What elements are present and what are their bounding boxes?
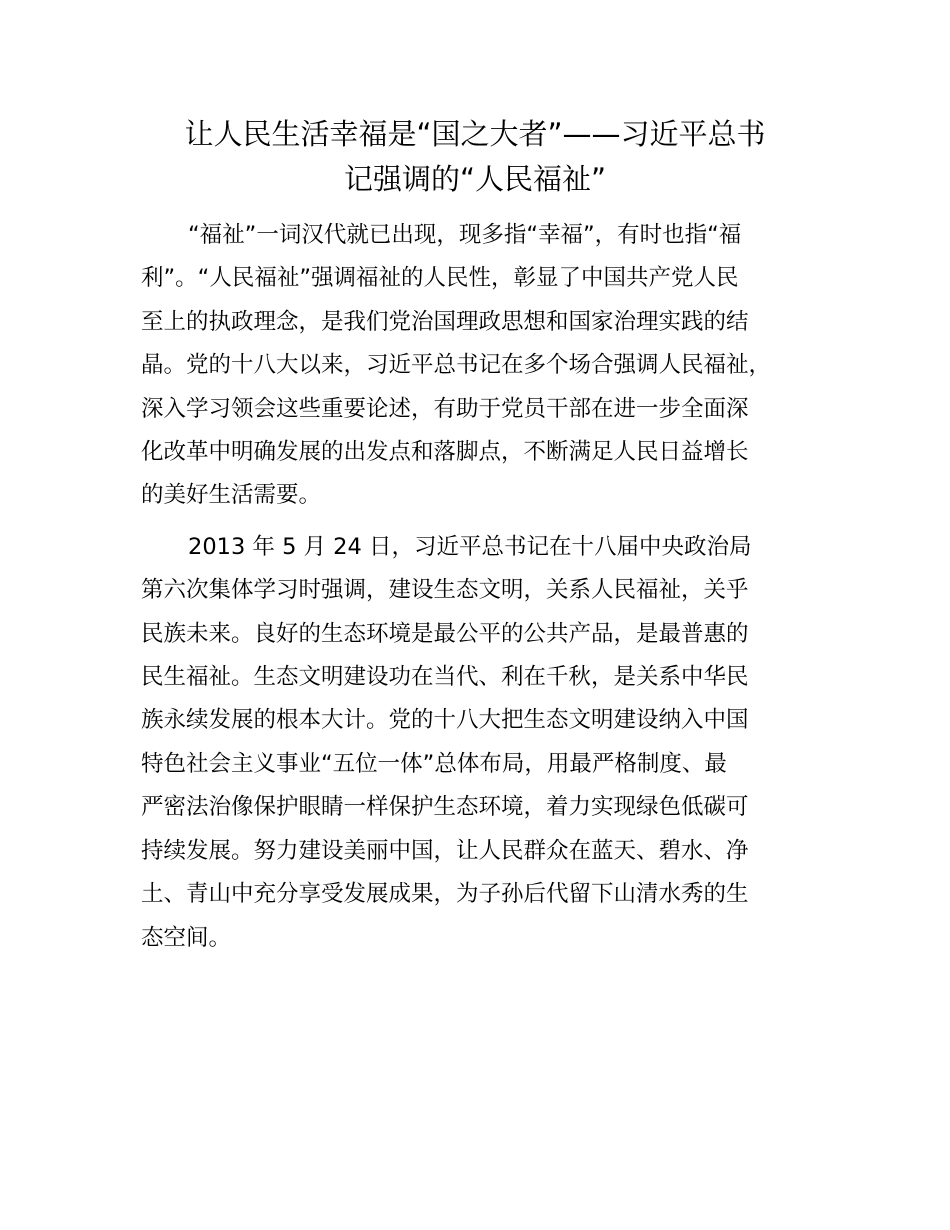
paragraph-line: 土、青山中充分享受发展成果，为子孙后代留下山清水秀的生 xyxy=(141,881,749,908)
document-title xyxy=(140,112,810,202)
document-body xyxy=(141,214,836,968)
paragraph-line: 深入学习领会这些重要论述，有助于党员干部在进一步全面深 xyxy=(141,395,749,422)
paragraph-line: 态空间。 xyxy=(141,924,232,951)
paragraph-line: 第六次集体学习时强调，建设生态文明，关系人民福祉，关乎 xyxy=(141,577,749,604)
paragraph-line: 至上的执政理念，是我们党治国理政思想和国家治理实践的结 xyxy=(141,308,749,335)
paragraph-line: 民生福祉。生态文明建设功在当代、利在千秋，是关系中华民 xyxy=(141,664,749,691)
paragraph-line: 民族未来。良好的生态环境是最公平的公共产品，是最普惠的 xyxy=(141,620,749,647)
paragraph-line: 族永续发展的根本大计。党的十八大把生态文明建设纳入中国 xyxy=(141,707,749,734)
paragraph-line: 利”。“人民福祉”强调福祉的人民性，彰显了中国共产党人民 xyxy=(141,265,739,292)
paragraph-line: 2013 年 5 月 24 日，习近平总书记在十八届中央政治局 xyxy=(188,533,752,560)
title-line-2: 记强调的“人民福祉” xyxy=(343,162,607,196)
paragraph-1 xyxy=(141,214,836,518)
paragraph-line: “福祉”一词汉代就已出现，现多指“幸福”，有时也指“福 xyxy=(188,222,742,248)
paragraph-line: 晶。党的十八大以来，习近平总书记在多个场合强调人民福祉， xyxy=(141,352,772,379)
paragraph-line: 持续发展。努力建设美丽中国，让人民群众在蓝天、碧水、净 xyxy=(141,837,749,864)
paragraph-line: 特色社会主义事业“五位一体”总体布局，用最严格制度、最 xyxy=(141,750,727,777)
paragraph-line: 严密法治像保护眼睛一样保护生态环境，着力实现绿色低碳可 xyxy=(141,794,749,821)
paragraph-2 xyxy=(141,526,836,960)
paragraph-line: 化改革中明确发展的出发点和落脚点，不断满足人民日益增长 xyxy=(141,439,749,466)
paragraph-line: 的美好生活需要。 xyxy=(141,482,322,509)
title-line-1: 让人民生活幸福是“国之大者”——习近平总书 xyxy=(184,117,766,151)
